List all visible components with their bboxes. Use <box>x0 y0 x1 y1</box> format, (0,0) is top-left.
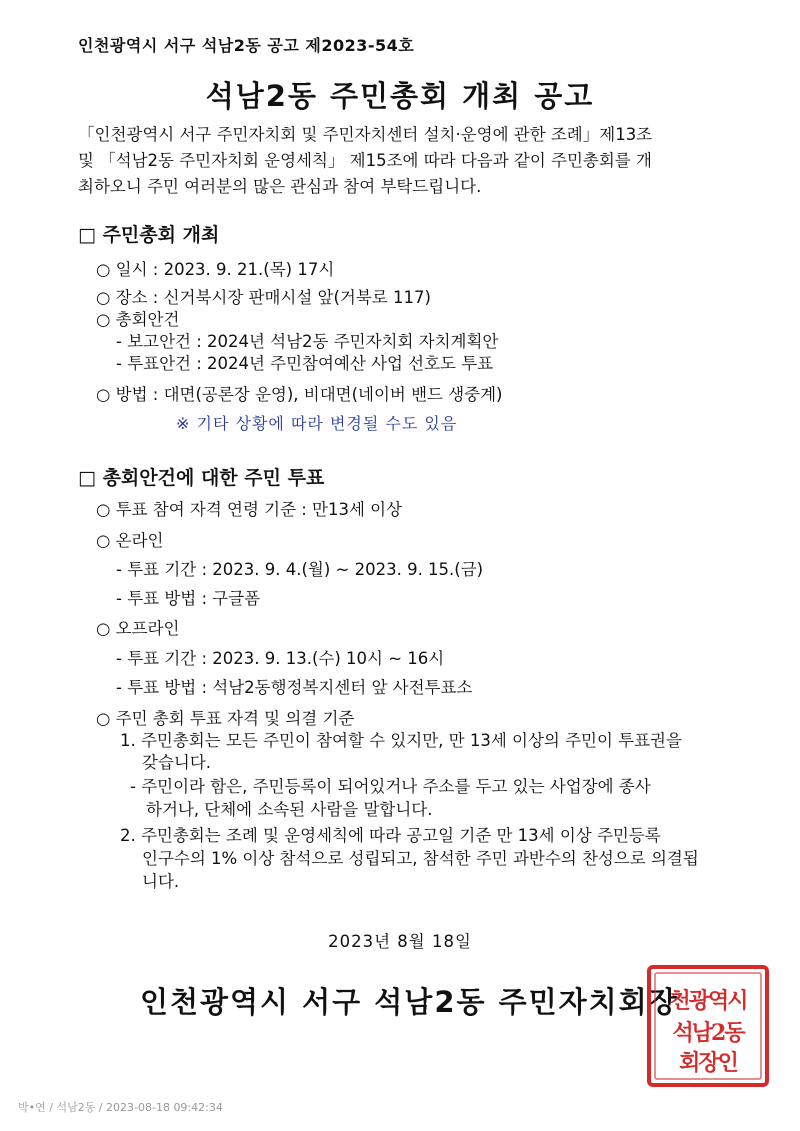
intro-line: 및 「석남2동 주민자치회 운영세칙」 제15조에 따라 다음과 같이 주민총회를 개 <box>78 151 652 170</box>
print-footer: 박•연 / 석남2동 / 2023-08-18 09:42:34 <box>18 1101 223 1114</box>
offline-period: - 투표 기간 : 2023. 9. 13.(수) 10시 ~ 16시 <box>116 649 445 668</box>
assembly-date: ○ 일시 : 2023. 9. 21.(목) 17시 <box>96 260 335 279</box>
official-seal-icon <box>646 964 770 1088</box>
criteria-1-sub-line: - 주민이라 함은, 주민등록이 되어있거나 주소를 두고 있는 사업장에 종사 <box>130 777 651 796</box>
svg-text:회장인: 회장인 <box>679 1050 737 1076</box>
assembly-method: ○ 방법 : 대면(공론장 운영), 비대면(네이버 밴드 생중계) <box>96 385 503 404</box>
vote-online: ○ 온라인 <box>96 531 164 550</box>
criteria-2-line: 2. 주민총회는 조례 및 운영세칙에 따라 공고일 기준 만 13세 이상 주민등록 <box>120 826 661 845</box>
online-period: - 투표 기간 : 2023. 9. 4.(월) ~ 2023. 9. 15.(금) <box>116 560 484 579</box>
assembly-agenda: ○ 총회안건 <box>96 310 180 329</box>
vote-eligibility: ○ 투표 참여 자격 연령 기준 : 만13세 이상 <box>96 500 403 519</box>
intro-line: 최하오니 주민 여러분의 많은 관심과 참여 부탁드립니다. <box>78 177 482 196</box>
offline-method: - 투표 방법 : 석남2동행정복지센터 앞 사전투표소 <box>116 678 473 697</box>
svg-text:석남2동: 석남2동 <box>672 1020 744 1046</box>
issue-date: 2023년 8월 18일 <box>328 932 472 951</box>
intro-paragraph <box>78 122 738 200</box>
criteria-2-line: 니다. <box>142 872 180 891</box>
agenda-vote: - 투표안건 : 2024년 주민참여예산 사업 선호도 투표 <box>116 354 494 373</box>
assembly-place: ○ 장소 : 신거북시장 판매시설 앞(거북로 117) <box>96 288 431 307</box>
online-method: - 투표 방법 : 구글폼 <box>116 589 261 608</box>
signature: 인천광역시 서구 석남2동 주민자치회장 <box>140 985 679 1019</box>
criteria-1-line: 1. 주민총회는 모든 주민이 참여할 수 있지만, 만 13세 이상의 주민이 투표권을 <box>120 731 682 750</box>
document-number: 인천광역시 서구 석남2동 공고 제2023-54호 <box>78 36 415 55</box>
intro-line: 「인천광역시 서구 주민자치회 및 주민자치센터 설치·운영에 관한 조례」제13조 <box>78 125 653 144</box>
vote-criteria: ○ 주민 총회 투표 자격 및 의결 기준 <box>96 709 355 728</box>
svg-text:천광역시: 천광역시 <box>669 988 747 1014</box>
criteria-1-line: 갖습니다. <box>142 753 212 772</box>
notice-note: ※ 기타 상황에 따라 변경될 수도 있음 <box>176 414 458 433</box>
section-heading-vote: □ 총회안건에 대한 주민 투표 <box>78 467 325 489</box>
criteria-2-line: 인구수의 1% 이상 참석으로 성립되고, 참석한 주민 과반수의 찬성으로 의결됩 <box>142 849 699 868</box>
section-heading-assembly: □ 주민총회 개최 <box>78 224 220 246</box>
criteria-1-sub-line: 하거나, 단체에 소속된 사람을 말합니다. <box>146 800 433 819</box>
agenda-report: - 보고안건 : 2024년 석남2동 주민자치회 자치계획안 <box>116 332 499 351</box>
page-title: 석남2동 주민총회 개최 공고 <box>205 79 595 113</box>
vote-offline: ○ 오프라인 <box>96 619 180 638</box>
